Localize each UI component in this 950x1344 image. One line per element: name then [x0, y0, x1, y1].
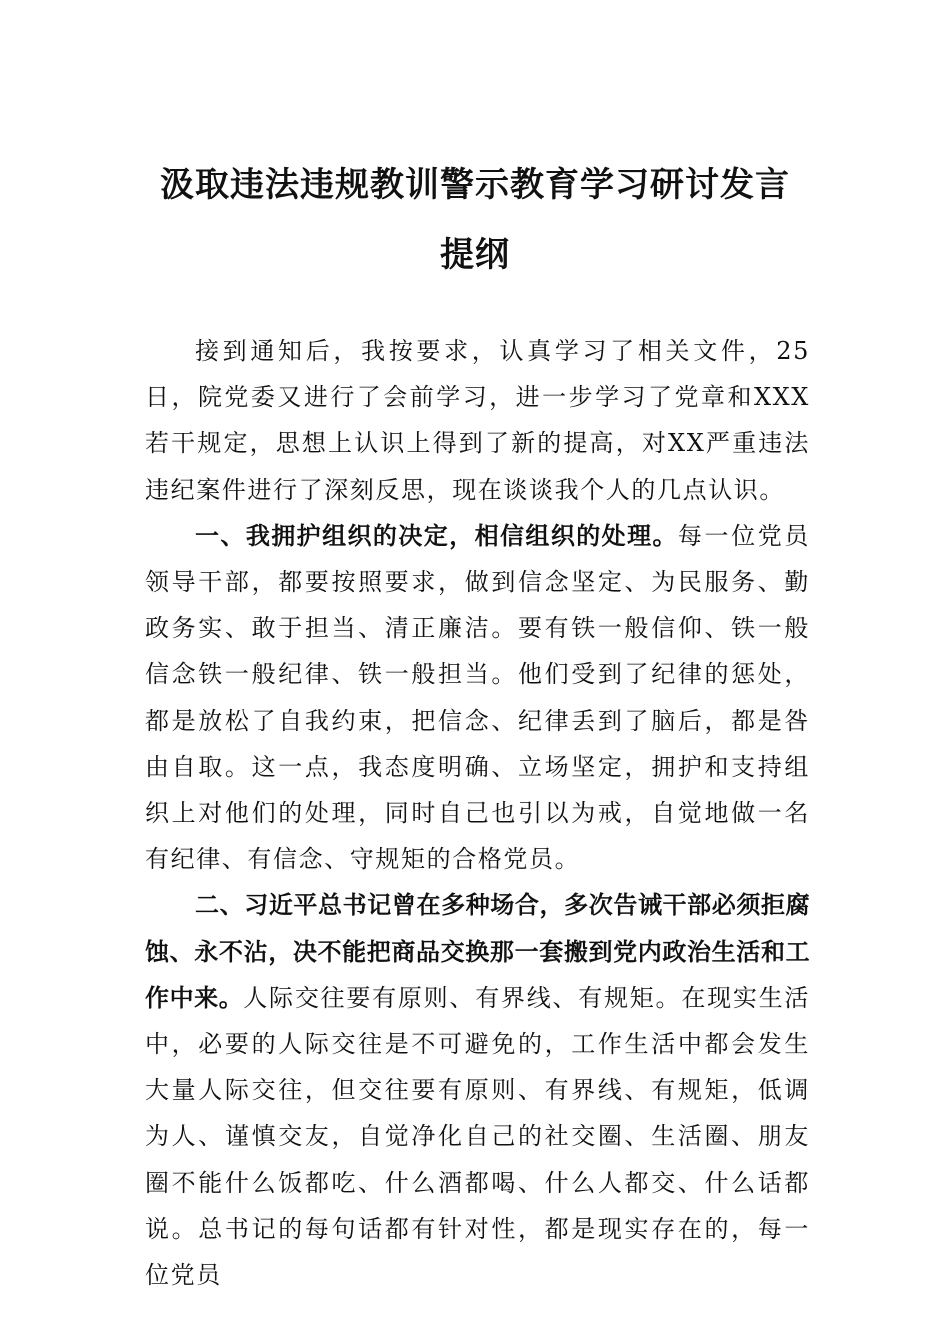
paragraph-point-1: [145, 513, 810, 883]
document-title-line-2: 提纲: [440, 235, 510, 275]
document-body: [145, 328, 810, 1298]
paragraph-text: 人际交往要有原则、有界线、有规矩。在现实生活中，必要的人际交往是不可避免的，工作生活中都会发生大量人际交往，但交往要有原则、有界线、有规矩，低调为人、谨慎交友，自觉净化自己的社交圈、生活圈、朋友圈不能什么饭都吃、什么酒都喝、什么人都交、什么话都说。总书记的每句话都有针对性，都是现实存在的，每一位党员: [145, 983, 810, 1290]
paragraph-text: 每一位党员领导干部，都要按照要求，做到信念坚定、为民服务、勤政务实、敢于担当、清正廉洁。要有铁一般信仰、铁一般信念铁一般纪律、铁一般担当。他们受到了纪律的惩处，都是放松了自我约束，把信念、纪律丢到了脑后，都是咎由自取。这一点，我态度明确、立场坚定，拥护和支持组织上对他们的处理，同时自己也引以为戒，自觉地做一名有纪律、有信念、守规矩的合格党员。: [145, 521, 810, 874]
paragraph-heading: 二、习近平总书记曾在多种场合，多次告诫干部必须拒腐蚀、永不沾，决不能把商品交换那一套搬到党内政治生活和工作中来。: [145, 891, 810, 1012]
paragraph-heading: 一、我拥护组织的决定，相信组织的处理。: [195, 521, 678, 550]
paragraph-intro: [145, 328, 810, 513]
document-title-line-1: 汲取违法违规教训警示教育学习研讨发言: [160, 165, 790, 205]
paragraph-point-2: [145, 882, 810, 1298]
paragraph-text: 接到通知后，我按要求，认真学习了相关文件，25日，院党委又进行了会前学习，进一步学习了党章和XXX若干规定，思想上认识上得到了新的提高，对XX严重违法违纪案件进行了深刻反思，现在谈谈我个人的几点认识。: [145, 337, 810, 504]
